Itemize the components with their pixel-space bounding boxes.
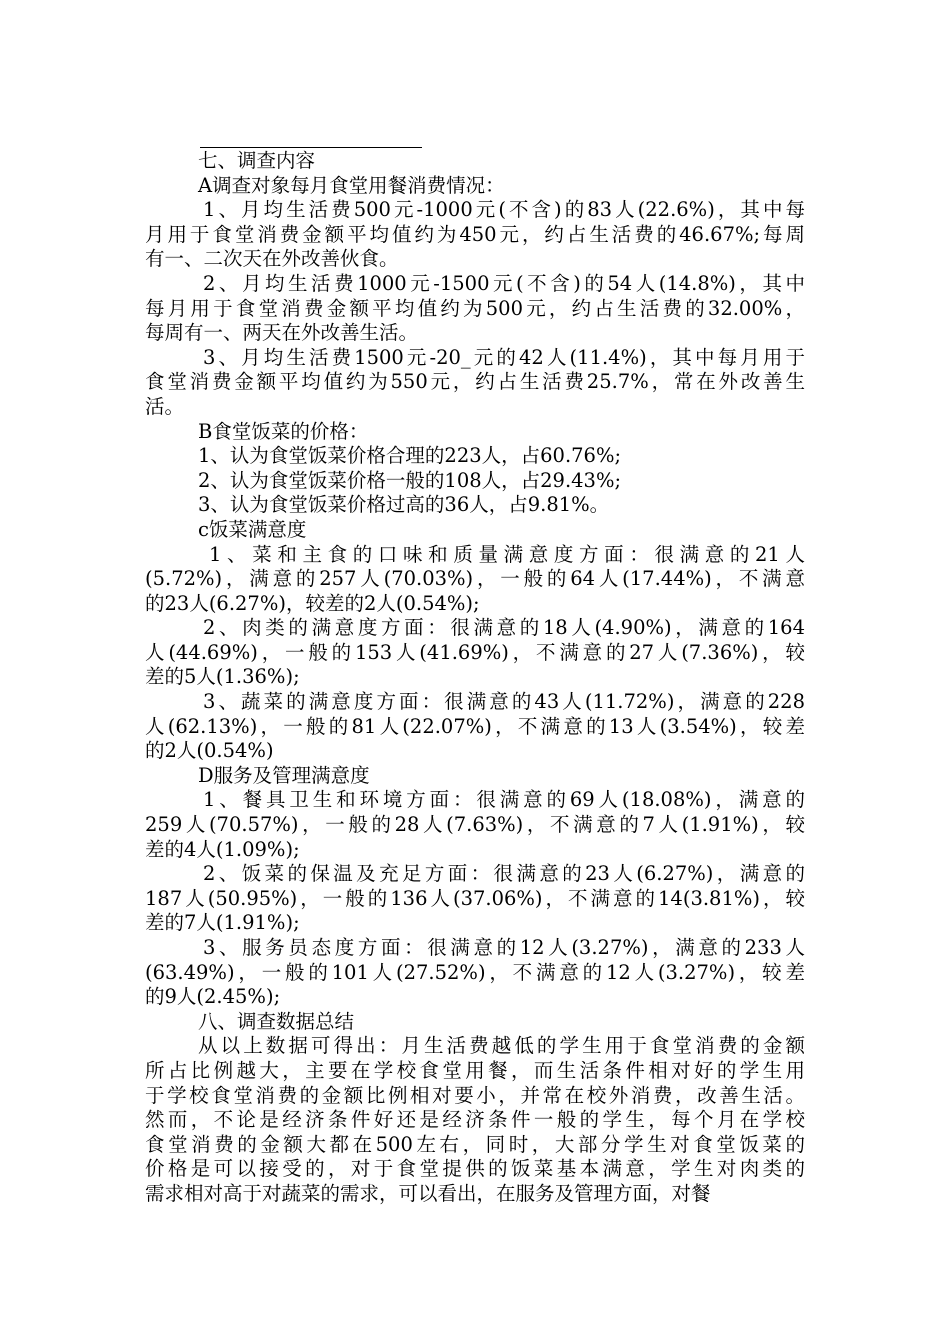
text-line: (5.72%)，满意的257人(70.03%)，一般的64人(17.44%)，不满意: [145, 567, 805, 591]
text-line: 2、肉类的满意度方面：很满意的18人(4.90%)，满意的164: [203, 616, 805, 640]
text-line: 每周有一、两天在外改善生活。: [145, 321, 419, 345]
text-line: 差的7人(1.91%);: [145, 911, 300, 935]
text-line: 1、菜和主食的口味和质量满意度方面：很满意的21人: [209, 542, 805, 566]
text-line: B食堂饭菜的价格：: [198, 419, 369, 443]
text-line: 3、月均生活费1500元-20_元的42人(11.4%)，其中每月用于: [203, 345, 805, 369]
text-line: 3、蔬菜的满意度方面：很满意的43人(11.72%)，满意的228: [203, 690, 805, 714]
text-line: 从以上数据可得出：月生活费越低的学生用于食堂消费的金额: [198, 1034, 805, 1058]
text-line: 八、调查数据总结: [198, 1009, 355, 1033]
text-line: 1、月均生活费500元-1000元(不含)的83人(22.6%)，其中每: [203, 198, 805, 222]
text-line: 然而，不论是经济条件好还是经济条件一般的学生，每个月在学校: [145, 1108, 805, 1132]
text-line: 187人(50.95%)，一般的136人(37.06%)，不满意的14(3.81%)，较: [145, 886, 805, 910]
text-line: 的23人(6.27%)，较差的2人(0.54%);: [145, 591, 480, 615]
text-line: 人(44.69%)，一般的153人(41.69%)，不满意的27人(7.36%)，较: [145, 640, 805, 664]
text-line: 价格是可以接受的，对于食堂提供的饭菜基本满意，学生对肉类的: [145, 1157, 805, 1181]
text-line: 的9人(2.45%);: [145, 985, 281, 1009]
text-line: 的2人(0.54%): [145, 739, 274, 763]
header-divider: [200, 147, 422, 148]
text-line: 活。: [145, 394, 185, 418]
text-line: 需求相对高于对蔬菜的需求，可以看出，在服务及管理方面，对餐: [145, 1181, 711, 1205]
text-line: 259人(70.57%)，一般的28人(7.63%)，不满意的7人(1.91%)，较: [145, 813, 805, 837]
text-line: 每月用于食堂消费金额平均值约为500元，约占生活费的32.00%，: [145, 296, 805, 320]
text-line: A调查对象每月食堂用餐消费情况：: [198, 173, 505, 197]
text-line: (63.49%)，一般的101人(27.52%)，不满意的12人(3.27%)，较差: [145, 960, 805, 984]
text-line: 差的5人(1.36%);: [145, 665, 300, 689]
text-line: 所占比例越大，主要在学校食堂用餐，而生活条件相对好的学生用: [145, 1058, 805, 1082]
text-line: 3、服务员态度方面：很满意的12人(3.27%)，满意的233人: [203, 936, 805, 959]
text-line: 1、认为食堂饭菜价格合理的223人，占60.76%;: [198, 444, 622, 468]
text-line: 食堂消费金额平均值约为550元，约占生活费25.7%，常在外改善生: [145, 370, 805, 394]
text-line: 3、认为食堂饭菜价格过高的36人，占9.81%。: [198, 493, 610, 517]
document-body: [145, 149, 805, 1207]
text-line: 差的4人(1.09%);: [145, 837, 300, 861]
text-line: 2、饭菜的保温及充足方面：很满意的23人(6.27%)，满意的: [203, 862, 805, 886]
text-line: 于学校食堂消费的金额比例相对要小，并常在校外消费，改善生活。: [145, 1083, 805, 1107]
text-line: c饭菜满意度: [198, 517, 307, 541]
text-line: D服务及管理满意度: [198, 763, 370, 787]
text-line: 月用于食堂消费金额平均值约为450元，约占生活费的46.67%;每周: [145, 222, 805, 246]
text-line: 有一、二次天在外改善伙食。: [145, 247, 399, 271]
text-line: 食堂消费的金额大都在500左右，同时，大部分学生对食堂饭菜的: [145, 1132, 805, 1156]
text-line: 2、认为食堂饭菜价格一般的108人，占29.43%;: [198, 468, 622, 492]
text-line: 1、餐具卫生和环境方面：很满意的69人(18.08%)，满意的: [203, 788, 805, 812]
text-line: 2、月均生活费1000元-1500元(不含)的54人(14.8%)，其中: [203, 271, 805, 295]
text-line: 七、调查内容: [198, 149, 316, 172]
text-line: 人(62.13%)，一般的81人(22.07%)，不满意的13人(3.54%)，较差: [145, 714, 805, 738]
